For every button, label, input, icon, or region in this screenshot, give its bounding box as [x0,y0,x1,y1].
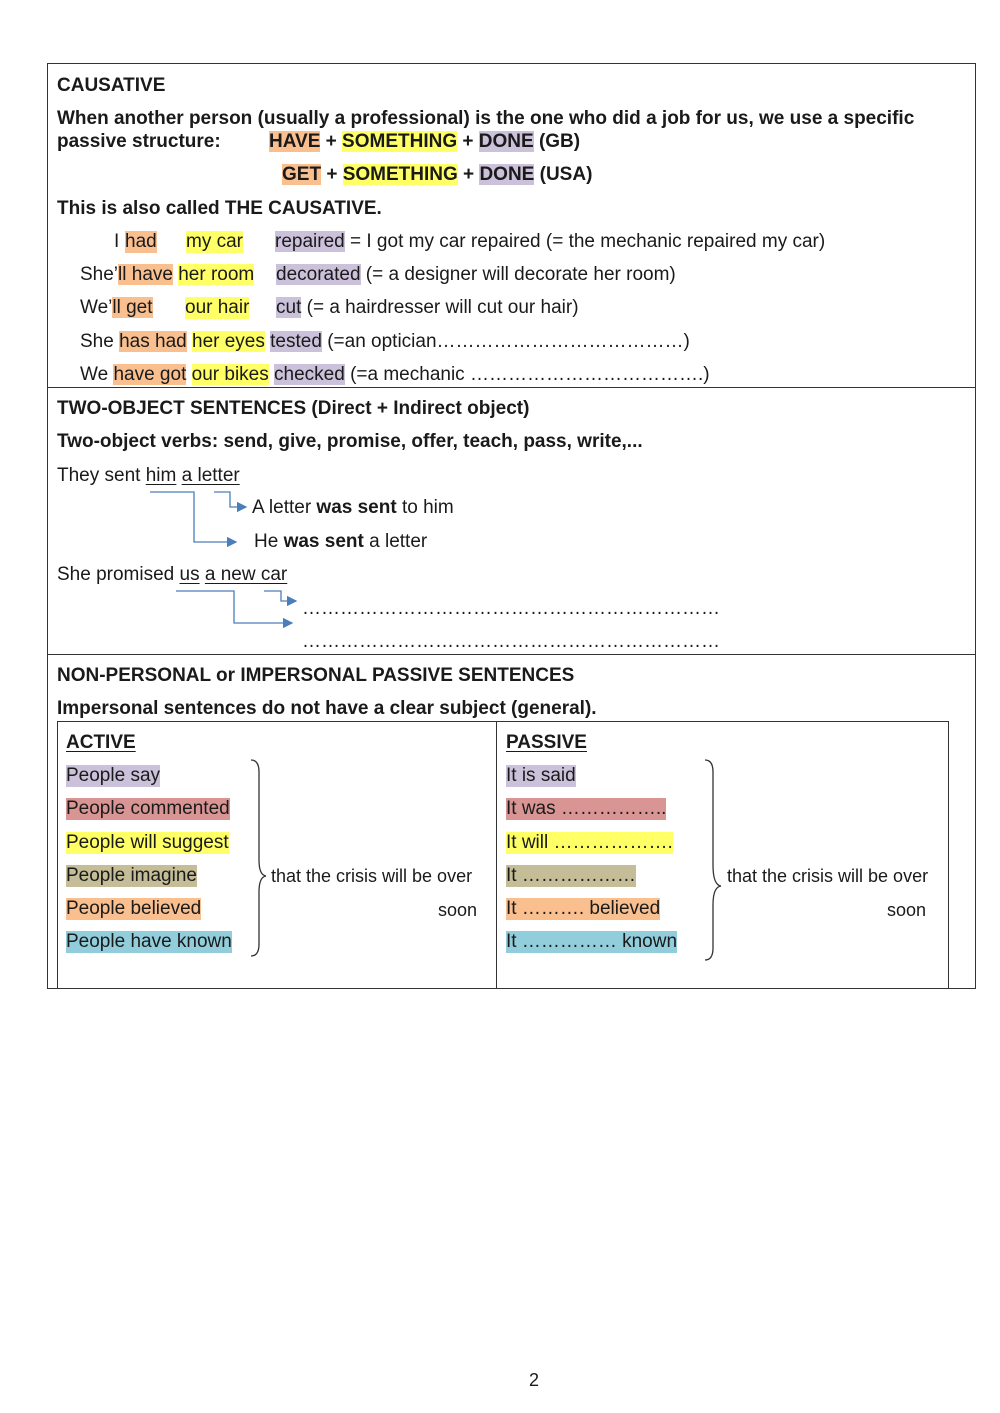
active-item: People will suggest [66,832,229,853]
page-number: 2 [529,1370,540,1390]
active-item: People have known [66,931,232,952]
example-object: our hair [185,297,250,318]
brace-icon [705,760,721,960]
example-line: She’ll have her room [80,264,255,285]
passive-version-1: A letter was sent to him [252,497,454,518]
active-clause: that the crisis will be over [271,866,473,886]
formula-done: DONE [479,164,535,185]
passive-clause: that the crisis will be over [727,866,929,886]
active-item: People imagine [66,865,197,886]
passive-item[interactable]: It was …………….. [506,798,667,819]
causative-title: CAUSATIVE [57,75,166,96]
active-item: People commented [66,798,230,819]
indirect-object: him [145,465,177,486]
passive-item[interactable]: It ………. believed [506,898,661,919]
passive-clause-end: soon [887,900,927,920]
direct-object: a new car [204,564,288,585]
passive-item[interactable]: It …………… known [506,931,678,952]
formula-get: GET [282,164,322,185]
passive-item[interactable]: It is said [506,765,576,786]
active-item: People say [66,765,161,786]
blank-line-2[interactable]: ………………………………………………………… [302,631,720,652]
brace-icon [251,760,266,956]
active-item: People believed [66,898,202,919]
example-rest: decorated (= a designer will decorate her room) [276,264,676,285]
example-line: We’ll get [80,297,153,318]
formula-have: HAVE [269,131,321,152]
two-object-example-2: She promised us a new car [57,564,288,585]
formula-gb: HAVE + SOMETHING + DONE (GB) [269,131,581,152]
two-object-title: TWO-OBJECT SENTENCES (Direct + Indirect object) [57,398,530,419]
also-called: This is also called THE CAUSATIVE. [57,198,382,219]
impersonal-title: NON-PERSONAL or IMPERSONAL PASSIVE SENTENCES [57,665,575,686]
example-line: She has had her eyes tested (=an optician…………………………………) [80,331,690,352]
active-clause-end: soon [438,900,478,920]
passive-item[interactable]: It will ………………. [506,832,673,853]
blank-line-1[interactable]: ………………………………………………………… [302,598,720,619]
example-line: We have got our bikes checked (=a mechanic ……………………………….) [80,364,710,385]
example-rest: cut (= a hairdresser will cut our hair) [276,297,579,318]
impersonal-subtitle: Impersonal sentences do not have a clear subject (general). [57,698,597,719]
formula-something: SOMETHING [342,131,458,152]
passive-version-2: He was sent a letter [254,531,428,552]
two-object-example-1: They sent him a letter [57,465,240,486]
formula-usa: GET + SOMETHING + DONE (USA) [282,164,593,185]
direct-object: a letter [181,465,240,486]
example-rest: repaired = I got my car repaired (= the mechanic repaired my car) [275,231,826,252]
active-header: ACTIVE [66,732,136,753]
formula-something: SOMETHING [342,164,458,185]
formula-done: DONE [478,131,534,152]
causative-intro-2: passive structure: [57,131,221,152]
two-object-verbs: Two-object verbs: send, give, promise, offer, teach, pass, write,... [57,431,643,452]
example-verb: had [125,231,157,252]
indirect-object: us [179,564,200,585]
causative-intro: When another person (usually a professional) is the one who did a job for us, we use a specific [57,108,915,129]
example-subject: I [114,231,120,252]
passive-header: PASSIVE [506,732,587,753]
passive-item[interactable]: It ……………… [506,865,636,886]
example-object: my car [186,231,243,252]
